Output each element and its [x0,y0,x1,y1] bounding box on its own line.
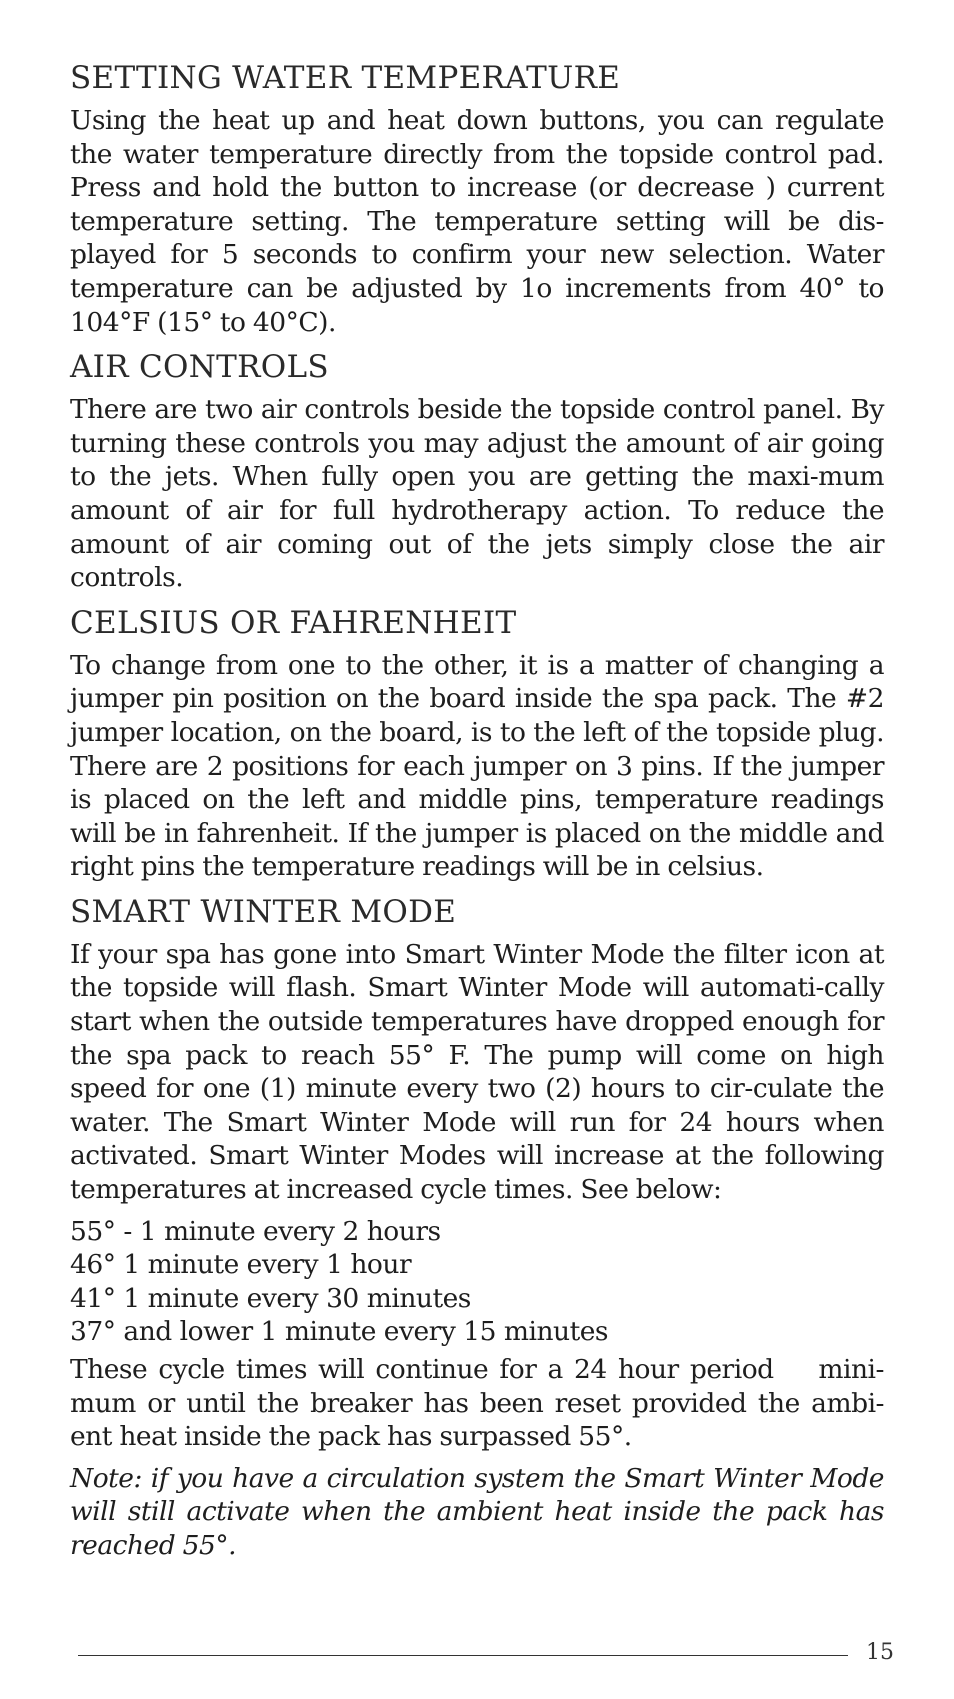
cycle-time-list [70,1215,884,1349]
section-heading-water-temperature: SETTING WATER TEMPERATURE [70,60,621,96]
manual-page [70,58,884,1563]
section-heading-celsius-fahrenheit: CELSIUS OR FAHRENHEIT [70,604,517,641]
circulation-note: Note: if you have a circulation system the Smart Winter Mode will still activate when the ambient heat inside the pack has reached 55°. [70,1462,884,1561]
list-item: 37° and lower 1 minute every 15 minutes [70,1316,609,1348]
list-item: 41° 1 minute every 30 minutes [70,1282,471,1314]
closing-paragraph: These cycle times will continue for a 24 hour period mini-mum or until the breaker has been reset provided the ambi-ent heat inside the pack has surpassed 55°. [70,1354,884,1453]
list-item: 46° 1 minute every 1 hour [70,1249,412,1281]
list-item: 55° - 1 minute every 2 hours [70,1215,441,1247]
section-body-water-temperature: Using the heat up and heat down buttons, you can regulate the water temperature directly from the topside control pad. Press and hold the button to increase (or decrease ) current temperature setting. The temperature setting will be dis-played for 5 seconds to confirm your new selection. Water temperature can be adjusted by 1o increments from 40° to 104°F (15° to 40°C). [70,105,884,338]
section-heading-smart-winter-mode: SMART WINTER MODE [70,893,457,930]
section-body-smart-winter-mode: If your spa has gone into Smart Winter Mode the filter icon at the topside will flash. Smart Winter Mode will automati-cally start when the outside temperatures have dropped enough for the spa pack to reach 55° F. The pump will come on high speed for one (1) minute every two (2) hours to cir-culate the water. The Smart Winter Mode will run for 24 hours when activated. Smart Winter Modes will increase at the following temperatures at increased cycle times. See below: [70,938,884,1206]
page-number: 15 [866,1640,894,1665]
footer-divider [78,1655,848,1656]
section-body-celsius-fahrenheit: To change from one to the other, it is a matter of changing a jumper pin position on the board inside the spa pack. The #2 jumper location, on the board, is to the left of the topside plug. There are 2 positions for each jumper on 3 pins. If the jumper is placed on the left and middle pins, temperature readings will be in fahrenheit. If the jumper is placed on the middle and right pins the temperature readings will be in celsius. [70,649,884,883]
section-body-air-controls: There are two air controls beside the topside control panel. By turning these controls you may adjust the amount of air going to the jets. When fully open you are getting the maxi-mum amount of air for full hydrotherapy action. To reduce the amount of air coming out of the jets simply close the air controls. [70,394,884,594]
section-heading-air-controls: AIR CONTROLS [70,349,329,386]
